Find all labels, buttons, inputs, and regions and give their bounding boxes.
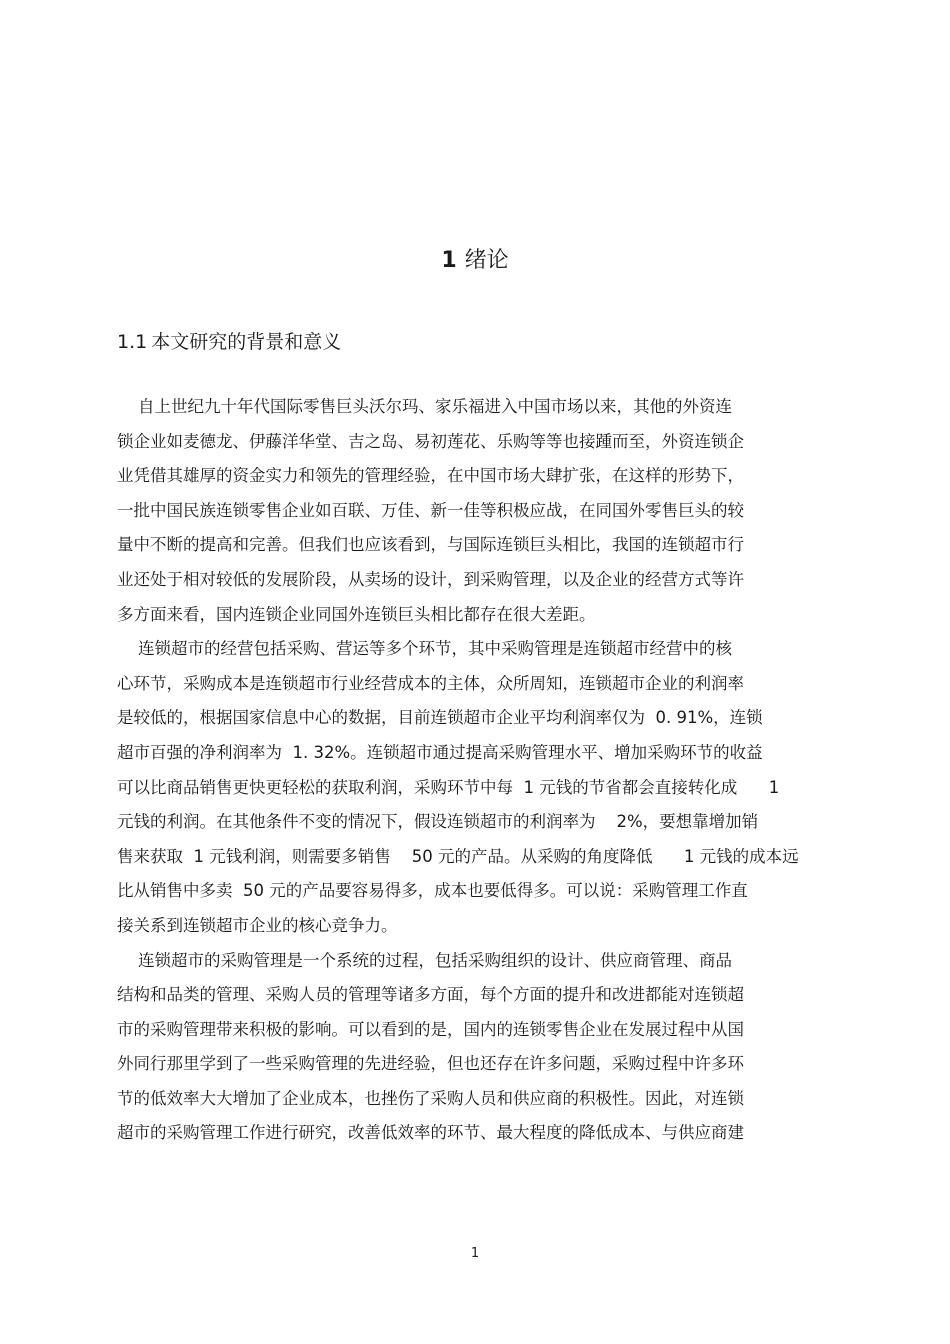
text-line: 心环节，采购成本是连锁超市行业经营成本的主体，众所周知，连锁超市企业的利润率 [117,673,744,693]
text-line: 业凭借其雄厚的资金实力和领先的管理经验，在中国市场大肆扩张，在这样的形势下， [117,466,744,486]
text-line: 是较低的，根据国家信息中心的数据，目前连锁超市企业平均利润率仅为 0. 91%，连锁 [117,708,763,728]
section-title [117,328,341,356]
chapter-title [0,244,950,278]
section-title-text: 本文研究的背景和意义 [151,331,342,353]
text-line: 元钱的利润。在其他条件不变的情况下，假设连锁超市的利润率为 2%，要想靠增加销 [117,812,759,832]
paragraph-1 [117,390,887,632]
text-line: 市的采购管理带来积极的影响。可以看到的是，国内的连锁零售企业在发展过程中从国 [117,1019,744,1039]
text-line: 业还处于相对较低的发展阶段，从卖场的设计，到采购管理，以及企业的经营方式等许 [117,569,744,589]
paragraph-2 [117,632,887,943]
text-line: 锁企业如麦德龙、伊藤洋华堂、吉之岛、易初莲花、乐购等等也接踵而至，外资连锁企 [117,431,744,451]
text-line: 外同行那里学到了一些采购管理的先进经验，但也还存在许多问题，采购过程中许多环 [117,1054,744,1074]
text-line: 比从销售中多卖 50 元的产品要容易得多，成本也要低得多。可以说：采购管理工作直 [117,881,748,901]
chapter-title-text: 绪论 [464,248,509,273]
text-line: 接关系到连锁超市企业的核心竞争力。 [117,915,398,935]
body-text [117,390,887,1151]
text-line: 超市百强的净利润率为 1. 32%。连锁超市通过提高采购管理水平、增加采购环节的收益 [117,742,763,762]
text-line: 量中不断的提高和完善。但我们也应该看到，与国际连锁巨头相比，我国的连锁超市行 [117,535,744,555]
text-line: 可以比商品销售更快更轻松的获取利润，采购环节中每 1 元钱的节省都会直接转化成 1 [117,777,780,797]
text-line: 自上世纪九十年代国际零售巨头沃尔玛、家乐福进入中国市场以来，其他的外资连 [117,397,732,416]
page-number: 1 [470,1246,480,1261]
section-number: 1.1 [117,331,148,353]
text-line: 售来获取 1 元钱利润，则需要多销售 50 元的产品。从采购的角度降低 1 元钱的成本远 [117,846,799,866]
text-line: 节的低效率大大增加了企业成本，也挫伤了采购人员和供应商的积极性。因此，对连锁 [117,1088,744,1108]
chapter-number: 1 [441,248,457,273]
text-line: 连锁超市的经营包括采购、营运等多个环节，其中采购管理是连锁超市经营中的核 [117,639,732,659]
paragraph-3 [117,944,887,1152]
text-line: 连锁超市的采购管理是一个系统的过程，包括采购组织的设计、供应商管理、商品 [117,950,732,970]
text-line: 超市的采购管理工作进行研究，改善低效率的环节、最大程度的降低成本、与供应商建 [117,1123,744,1143]
text-line: 结构和品类的管理、采购人员的管理等诸多方面，每个方面的提升和改进都能对连锁超 [117,985,744,1005]
text-line: 多方面来看，国内连锁企业同国外连锁巨头相比都存在很大差距。 [117,604,596,624]
text-line: 一批中国民族连锁零售企业如百联、万佳、新一佳等积极应战，在同国外零售巨头的较 [117,500,744,520]
